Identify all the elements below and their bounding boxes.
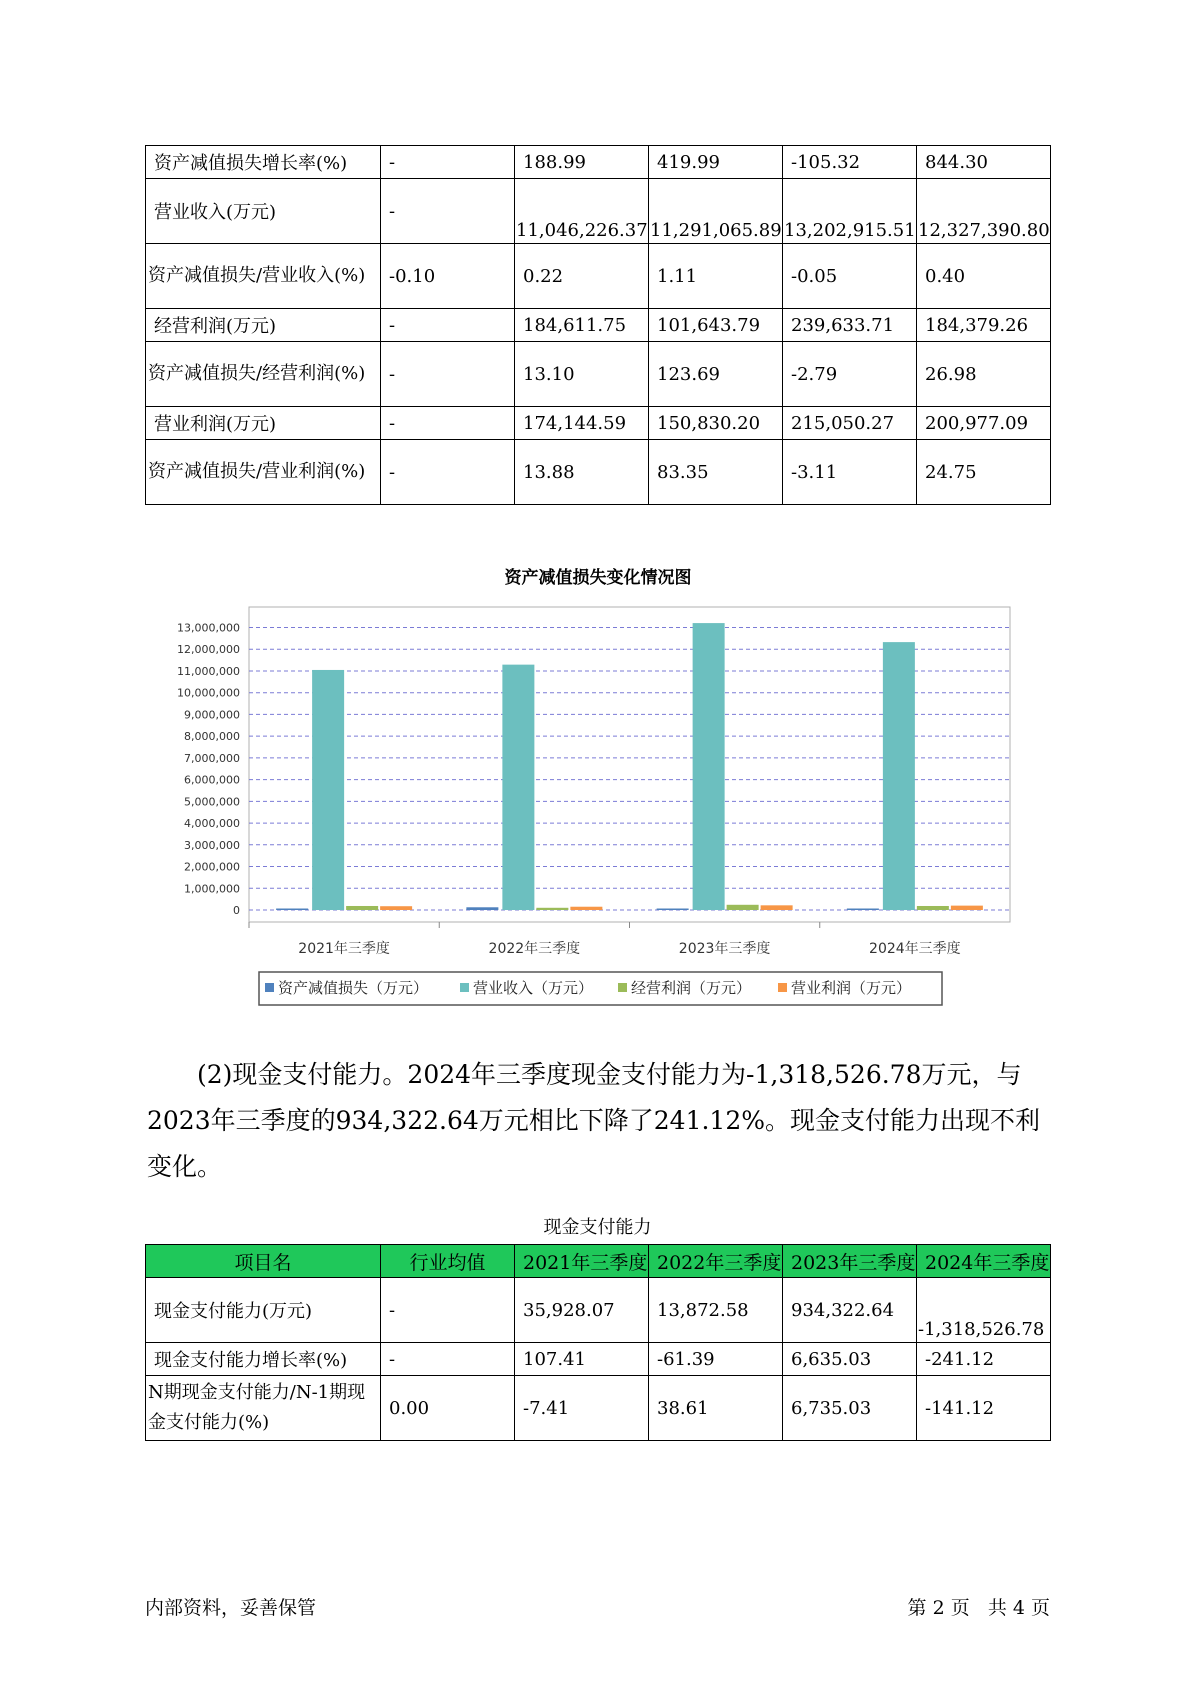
industry-avg-cell: - (381, 342, 515, 407)
y-tick-label: 4,000,000 (184, 817, 240, 831)
footer-confidential-note: 内部资料，妥善保管 (145, 1597, 317, 1619)
y-tick-label: 12,000,000 (177, 643, 240, 657)
bar-2-3 (693, 623, 725, 910)
row-label: 资产减值损失/营业利润(%) (146, 440, 381, 505)
table-row (146, 1343, 1051, 1376)
row-label: 经营利润(万元) (146, 309, 381, 342)
bar-2-2 (502, 665, 534, 910)
value-cell-2021: 13.10 (515, 342, 649, 407)
y-tick-label: 0 (233, 904, 240, 917)
row-label: 资产减值损失/营业收入(%) (146, 244, 381, 309)
value-cell-2022: 1.11 (649, 244, 783, 309)
row-label: 资产减值损失/经营利润(%) (146, 342, 381, 407)
value-cell-2021: -7.41 (515, 1376, 649, 1441)
header-2024: 2024年三季度 (917, 1245, 1051, 1278)
value-cell-2022: 123.69 (649, 342, 783, 407)
row-label: 现金支付能力增长率(%) (146, 1343, 381, 1376)
x-category-label: 2021年三季度 (298, 941, 390, 957)
row-label: N期现金支付能力/N-1期现金支付能力(%) (146, 1376, 381, 1441)
value-cell-2023: 215,050.27 (783, 407, 917, 440)
y-tick-label: 6,000,000 (184, 773, 240, 787)
value-cell-2024: -241.12 (917, 1343, 1051, 1376)
value-cell-2021: 107.41 (515, 1343, 649, 1376)
value-cell-2021: 11,046,226.37 (515, 179, 649, 244)
value-cell-2024: 26.98 (917, 342, 1051, 407)
table-caption: 现金支付能力 (543, 1217, 652, 1238)
value-cell-2024: 844.30 (917, 146, 1051, 179)
value-cell-2021: 0.22 (515, 244, 649, 309)
value-cell-2023: -105.32 (783, 146, 917, 179)
bar-2-4 (883, 642, 915, 910)
y-tick-label: 11,000,000 (177, 664, 240, 678)
bar-4-2 (570, 907, 602, 910)
industry-avg-cell: - (381, 146, 515, 179)
value-cell-2024: 24.75 (917, 440, 1051, 505)
value-cell-2021: 174,144.59 (515, 407, 649, 440)
value-cell-2021: 184,611.75 (515, 309, 649, 342)
value-cell-2023: 239,633.71 (783, 309, 917, 342)
legend-label: 营业收入（万元） (473, 979, 594, 997)
x-category-label: 2022年三季度 (488, 941, 581, 957)
bar-2-1 (312, 670, 344, 910)
value-cell-2023: 6,735.03 (783, 1376, 917, 1441)
value-cell-2023: -2.79 (783, 342, 917, 407)
table-row (146, 1376, 1051, 1441)
cash-payment-paragraph: (2)现金支付能力。2024年三季度现金支付能力为-1,318,526.78万元，与2023年三季度的934,322.64万元相比下降了241.12%。现金支付能力出现不利变化。 (147, 1060, 1040, 1181)
bar-1-1 (276, 909, 308, 911)
value-cell-2024: 0.40 (917, 244, 1051, 309)
value-cell-2023: 13,202,915.51 (783, 179, 917, 244)
bar-1-3 (657, 909, 689, 911)
row-label: 现金支付能力(万元) (146, 1278, 381, 1343)
value-cell-2022: 101,643.79 (649, 309, 783, 342)
value-cell-2024: -1,318,526.78 (917, 1278, 1051, 1343)
y-tick-label: 7,000,000 (184, 751, 240, 765)
cash-payment-table (145, 1244, 1051, 1441)
value-cell-2023: -3.11 (783, 440, 917, 505)
value-cell-2021: 188.99 (515, 146, 649, 179)
industry-avg-cell: -0.10 (381, 244, 515, 309)
header-industry-avg: 行业均值 (381, 1245, 515, 1278)
bar-1-4 (847, 909, 879, 911)
legend-label: 资产减值损失（万元） (278, 979, 429, 997)
bar-4-4 (951, 906, 983, 910)
row-label: 营业利润(万元) (146, 407, 381, 440)
bar-4-3 (761, 905, 793, 910)
y-tick-label: 13,000,000 (177, 621, 240, 635)
value-cell-2022: 11,291,065.89 (649, 179, 783, 244)
value-cell-2021: 13.88 (515, 440, 649, 505)
bar-3-1 (346, 906, 378, 910)
table-row (146, 1278, 1051, 1343)
header-item-name: 项目名 (146, 1245, 381, 1278)
industry-avg-cell: - (381, 1278, 515, 1343)
bar-3-4 (917, 906, 949, 910)
value-cell-2022: 419.99 (649, 146, 783, 179)
legend-label: 经营利润（万元） (631, 979, 752, 997)
industry-avg-cell: - (381, 1343, 515, 1376)
legend-swatch (778, 983, 787, 992)
industry-avg-cell: - (381, 407, 515, 440)
y-tick-label: 2,000,000 (184, 860, 240, 874)
legend-swatch (618, 983, 627, 992)
legend-swatch (265, 983, 274, 992)
value-cell-2022: 38.61 (649, 1376, 783, 1441)
industry-avg-cell: - (381, 179, 515, 244)
y-tick-label: 3,000,000 (184, 838, 240, 852)
x-category-label: 2023年三季度 (678, 941, 771, 957)
value-cell-2024: 200,977.09 (917, 407, 1051, 440)
y-tick-label: 10,000,000 (177, 686, 240, 700)
legend (265, 979, 911, 997)
header-row (146, 1245, 1051, 1278)
value-cell-2023: 6,635.03 (783, 1343, 917, 1376)
bar-3-3 (727, 905, 759, 910)
footer-page-number: 第 2 页 共 4 页 (907, 1597, 1050, 1619)
legend-label: 营业利润（万元） (791, 979, 912, 997)
industry-avg-cell: - (381, 309, 515, 342)
value-cell-2022: 150,830.20 (649, 407, 783, 440)
value-cell-2023: 934,322.64 (783, 1278, 917, 1343)
x-axis-categories (249, 922, 961, 957)
row-label: 营业收入(万元) (146, 179, 381, 244)
value-cell-2021: 35,928.07 (515, 1278, 649, 1343)
y-axis-ticks (177, 622, 240, 918)
value-cell-2024: -141.12 (917, 1376, 1051, 1441)
value-cell-2022: 83.35 (649, 440, 783, 505)
industry-avg-cell: 0.00 (381, 1376, 515, 1441)
row-label: 资产减值损失增长率(%) (146, 146, 381, 179)
industry-avg-cell: - (381, 440, 515, 505)
y-tick-label: 5,000,000 (184, 795, 240, 809)
value-cell-2022: 13,872.58 (649, 1278, 783, 1343)
chart-title: 资产减值损失变化情况图 (504, 568, 692, 588)
y-tick-label: 9,000,000 (184, 708, 240, 722)
value-cell-2024: 12,327,390.80 (917, 179, 1051, 244)
header-2023: 2023年三季度 (783, 1245, 917, 1278)
x-category-label: 2024年三季度 (869, 941, 961, 957)
bar-3-2 (536, 908, 568, 910)
header-2021: 2021年三季度 (515, 1245, 649, 1278)
header-2022: 2022年三季度 (649, 1245, 783, 1278)
bar-4-1 (380, 906, 412, 910)
value-cell-2023: -0.05 (783, 244, 917, 309)
value-cell-2024: 184,379.26 (917, 309, 1051, 342)
bar-1-2 (466, 907, 498, 910)
y-tick-label: 1,000,000 (184, 882, 240, 896)
y-tick-label: 8,000,000 (184, 730, 240, 744)
legend-swatch (460, 983, 469, 992)
value-cell-2022: -61.39 (649, 1343, 783, 1376)
